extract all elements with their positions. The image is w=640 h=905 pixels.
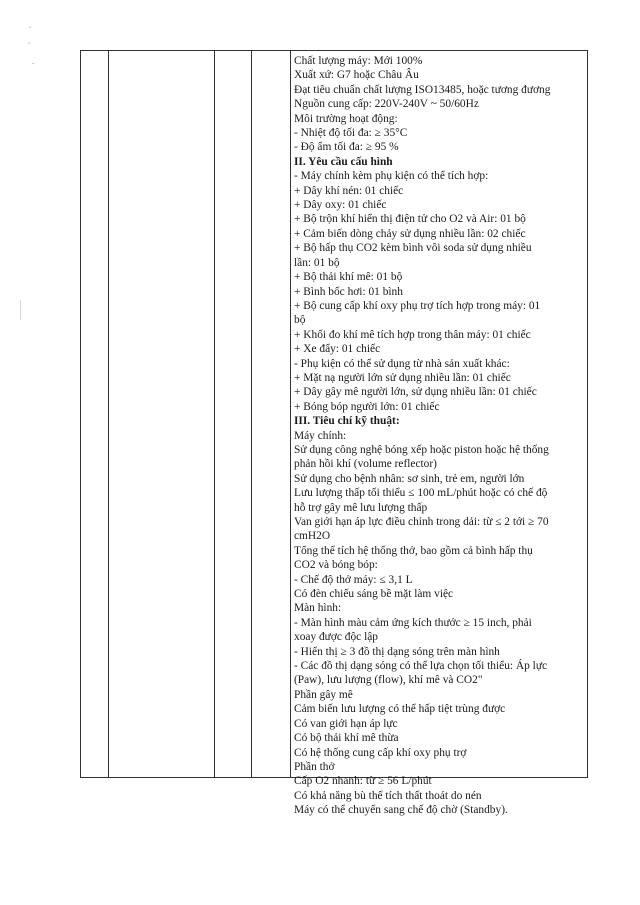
spec-line: - Màn hình màu cảm ứng kích thước ≥ 15 inch, phải [294, 616, 532, 629]
spec-line: hỗ trợ gây mê lưu lượng thấp [294, 501, 428, 514]
spec-line: + Mặt nạ người lớn sử dụng nhiều lần: 01 chiếc [294, 371, 511, 384]
section-heading: III. Tiêu chí kỹ thuật: [294, 415, 400, 428]
spec-line: cmH2O [294, 530, 331, 543]
spec-line: + Khối đo khí mê tích hợp trong thân máy: 01 chiếc [294, 328, 531, 341]
spec-line: Có van giới hạn áp lực [294, 717, 398, 730]
spec-line: - Hiển thị ≥ 3 đồ thị dạng sóng trên màn hình [294, 645, 500, 658]
spec-line: Lưu lượng thấp tối thiểu ≤ 100 mL/phút hoặc có chế độ [294, 487, 548, 500]
spec-line: Phần gây mê [294, 688, 353, 701]
spec-line: Phần thở [294, 760, 335, 773]
spec-line: xoay được độc lập [294, 631, 378, 644]
spec-line: lần: 01 bộ [294, 256, 340, 269]
spec-line: Màn hình: [294, 602, 342, 615]
spec-line: Có khả năng bù thể tích thất thoát do nén [294, 789, 482, 802]
table-border-right [587, 51, 588, 777]
spec-line: - Chế độ thở máy: ≤ 3,1 L [294, 573, 413, 586]
spec-line: Nguồn cung cấp: 220V-240V ~ 50/60Hz [294, 98, 479, 111]
spec-line: - Các đồ thị dạng sóng có thể lựa chọn tối thiểu: Áp lực [294, 660, 548, 673]
specification-cell [294, 54, 584, 818]
spec-line: Sử dụng cho bệnh nhân: sơ sinh, trẻ em, người lớn [294, 472, 525, 485]
spec-line: Có đèn chiếu sáng bề mặt làm việc [294, 588, 454, 601]
spec-line: + Cảm biến dòng chảy sử dụng nhiều lần: 02 chiếc [294, 227, 526, 240]
spec-line: + Bộ thải khí mê: 01 bộ [294, 271, 403, 284]
spec-line: CO2 và bóng bóp: [294, 559, 378, 572]
scan-artifact [20, 300, 21, 320]
column-divider [251, 51, 252, 777]
column-divider [108, 51, 109, 777]
spec-line: Sử dụng công nghệ bóng xếp hoặc piston hoặc hệ thống [294, 443, 549, 456]
spec-line: - Phụ kiện có thể sử dụng từ nhà sản xuất khác: [294, 357, 510, 370]
spec-line: + Xe đẩy: 01 chiếc [294, 343, 381, 356]
spec-line: Cấp O2 nhanh: từ ≥ 56 L/phút [294, 775, 432, 788]
spec-line: phản hồi khí (volume reflector) [294, 458, 437, 471]
spec-line: + Dây gây mê người lớn, sử dụng nhiều lần: 01 chiếc [294, 386, 537, 399]
spec-line: + Dây khí nén: 01 chiếc [294, 184, 404, 197]
spec-line: (Paw), lưu lượng (flow), khí mê và CO2" [294, 674, 483, 687]
spec-line: + Bộ hấp thụ CO2 kèm bình vôi soda sử dụng nhiều [294, 242, 532, 255]
spec-line: bộ [294, 314, 306, 327]
spec-line: - Độ ẩm tối đa: ≥ 95 % [294, 141, 399, 154]
spec-line: Cảm biến lưu lượng có thể hấp tiệt trùng được [294, 703, 506, 716]
spec-line: - Máy chính kèm phụ kiện có thể tích hợp: [294, 170, 489, 183]
margin-mark: ˉ [31, 62, 35, 71]
column-divider [290, 51, 291, 777]
spec-line: Chất lượng máy: Mới 100% [294, 55, 423, 67]
spec-line: + Bộ cung cấp khí oxy phụ trợ tích hợp trong máy: 01 [294, 299, 541, 312]
spec-line: Van giới hạn áp lực điều chỉnh trong dải: từ ≤ 2 tới ≥ 70 [294, 516, 549, 528]
spec-line: + Bóng bóp người lớn: 01 chiếc [294, 400, 440, 413]
spec-line: Máy có thể chuyển sang chế độ chờ (Standby). [294, 804, 508, 817]
section-heading: II. Yêu cầu cấu hình [294, 155, 393, 168]
spec-line: Có hệ thống cung cấp khí oxy phụ trợ [294, 746, 467, 759]
spec-line: Đạt tiêu chuẩn chất lượng ISO13485, hoặc tương đương [294, 83, 551, 96]
spec-line: + Dây oxy: 01 chiếc [294, 199, 387, 212]
margin-mark: ˇ [28, 26, 32, 35]
margin-mark: ˆ [27, 42, 31, 51]
spec-table [80, 50, 588, 817]
spec-line: Tổng thể tích hệ thống thở, bao gồm cả bình hấp thụ [294, 544, 533, 557]
table-border-left [80, 51, 81, 777]
spec-line: - Nhiệt độ tối đa: ≥ 35°C [294, 127, 408, 140]
column-divider [214, 51, 215, 777]
spec-line: + Bình bốc hơi: 01 bình [294, 285, 403, 298]
spec-line: + Bộ trộn khí hiển thị điện tử cho O2 và Air: 01 bộ [294, 213, 526, 226]
spec-line: Môi trường hoạt động: [294, 112, 398, 125]
spec-line: Xuất xứ: G7 hoặc Châu Âu [294, 69, 419, 82]
spec-line: Có bộ thải khí mê thừa [294, 732, 399, 745]
spec-line: Máy chính: [294, 429, 347, 442]
